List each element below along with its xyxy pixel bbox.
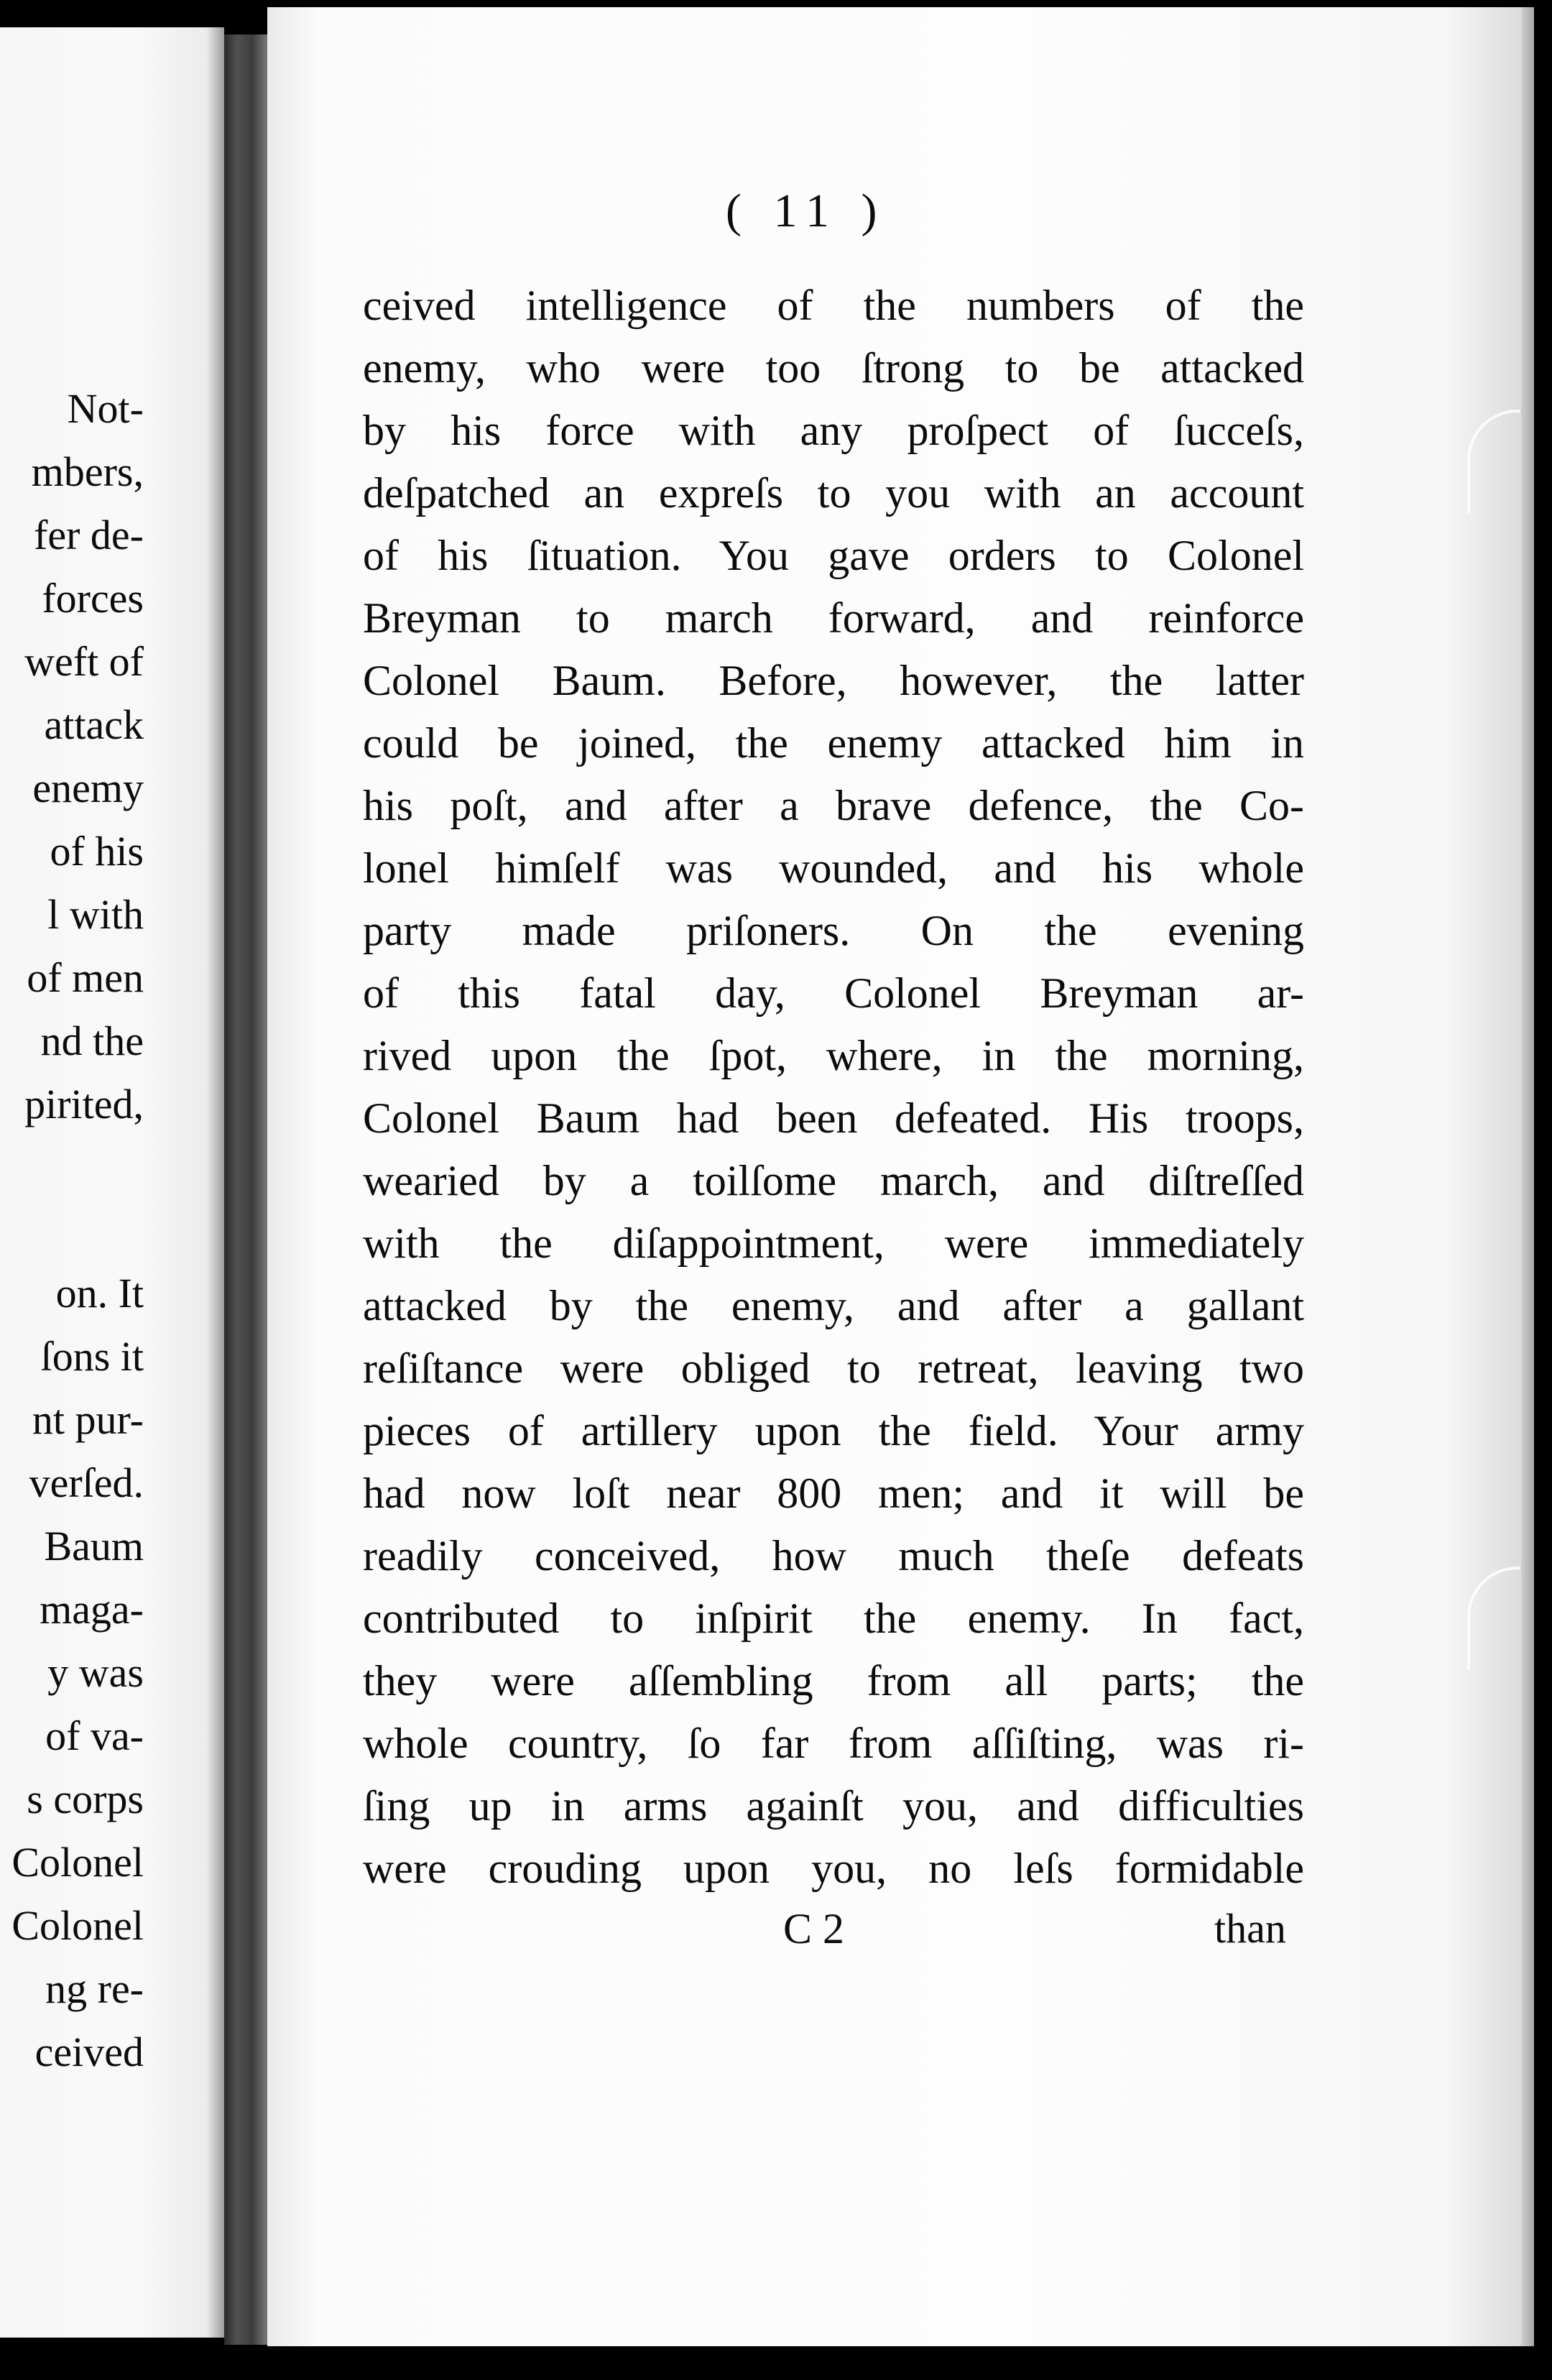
body-text-line: ceived intelligence of the numbers of the: [363, 282, 1304, 329]
previous-page-line: Colonel: [11, 1839, 144, 1886]
body-text-line: could be joined, the enemy attacked him in: [363, 719, 1304, 767]
body-text-line: were crouding upon you, no leſs formidable: [363, 1845, 1304, 1892]
previous-page-line: verſed.: [29, 1459, 144, 1506]
previous-page-line: y was: [47, 1649, 144, 1696]
body-text-line: reſiſtance were obliged to retreat, leaving two: [363, 1344, 1304, 1392]
body-text-line: contributed to inſpirit the enemy. In fact,: [363, 1595, 1304, 1642]
previous-page-line: Baum: [44, 1523, 144, 1569]
body-text-line: ſing up in arms againſt you, and difficulties: [363, 1782, 1304, 1830]
body-text-line: deſpatched an expreſs to you with an account: [363, 469, 1304, 517]
previous-page-line: enemy: [32, 765, 144, 811]
previous-page-line: pirited,: [24, 1081, 144, 1127]
previous-page-line: weft of: [24, 638, 144, 685]
previous-page-line: of his: [50, 828, 144, 875]
body-text-line: attacked by the enemy, and after a gallant: [363, 1282, 1304, 1329]
previous-page-line: Colonel: [11, 1902, 144, 1949]
page-edge-curl: [1467, 410, 1520, 513]
body-text-line: Breyman to march forward, and reinforce: [363, 594, 1304, 642]
body-text-line: rived upon the ſpot, where, in the morning,: [363, 1032, 1304, 1079]
body-text-line: of his ſituation. You gave orders to Colonel: [363, 532, 1304, 579]
previous-page-line: ng re-: [45, 1965, 144, 2012]
previous-page-line: mbers,: [31, 448, 144, 495]
catchword: than: [1214, 1905, 1286, 1952]
body-text-line: with the diſappointment, were immediately: [363, 1219, 1304, 1267]
previous-page-line: nd the: [40, 1018, 144, 1064]
previous-page-line: ceived: [34, 2029, 144, 2075]
body-text-line: whole country, ſo far from aſſiſting, was ri-: [363, 1720, 1304, 1767]
previous-page-line: forces: [42, 575, 144, 622]
body-text-line: had now loſt near 800 men; and it will be: [363, 1470, 1304, 1517]
previous-page-line: of va-: [45, 1712, 144, 1759]
previous-page-line: s corps: [27, 1776, 144, 1822]
previous-page-line: maga-: [40, 1586, 144, 1633]
body-text-line: Colonel Baum had been defeated. His troops,: [363, 1094, 1304, 1142]
body-text-line: Colonel Baum. Before, however, the latter: [363, 657, 1304, 704]
body-text-line: lonel himſelf was wounded, and his whole: [363, 844, 1304, 892]
previous-page-line: attack: [44, 701, 144, 748]
previous-page-line: on. It: [55, 1270, 144, 1316]
previous-page-line: l with: [47, 891, 144, 938]
body-text-line: by his force with any proſpect of ſucceſs,: [363, 407, 1304, 454]
previous-page-line: fer de-: [34, 512, 144, 558]
page-fore-edge: [1521, 7, 1534, 2346]
body-text-line: of this fatal day, Colonel Breyman ar-: [363, 969, 1304, 1017]
body-text-line: they were aſſembling from all parts; the: [363, 1657, 1304, 1705]
body-text-line: his poſt, and after a brave defence, the Co-: [363, 782, 1304, 829]
body-text-line: readily conceived, how much theſe defeats: [363, 1532, 1304, 1579]
page-number: ( 11 ): [726, 185, 887, 237]
body-text-line: enemy, who were too ſtrong to be attacked: [363, 344, 1304, 392]
previous-page-line: Not-: [67, 385, 144, 432]
body-text-line: pieces of artillery upon the field. Your army: [363, 1407, 1304, 1454]
signature-mark: C 2: [783, 1905, 845, 1952]
previous-page: [0, 27, 224, 2338]
previous-page-line: of men: [27, 954, 144, 1001]
body-text-line: party made priſoners. On the evening: [363, 907, 1304, 954]
book-gutter-shadow: [224, 34, 267, 2345]
page-edge-curl: [1467, 1567, 1520, 1670]
body-text-line: wearied by a toilſome march, and diſtreſſed: [363, 1157, 1304, 1204]
previous-page-line: ſons it: [40, 1333, 144, 1380]
previous-page-line: nt pur-: [32, 1396, 144, 1443]
